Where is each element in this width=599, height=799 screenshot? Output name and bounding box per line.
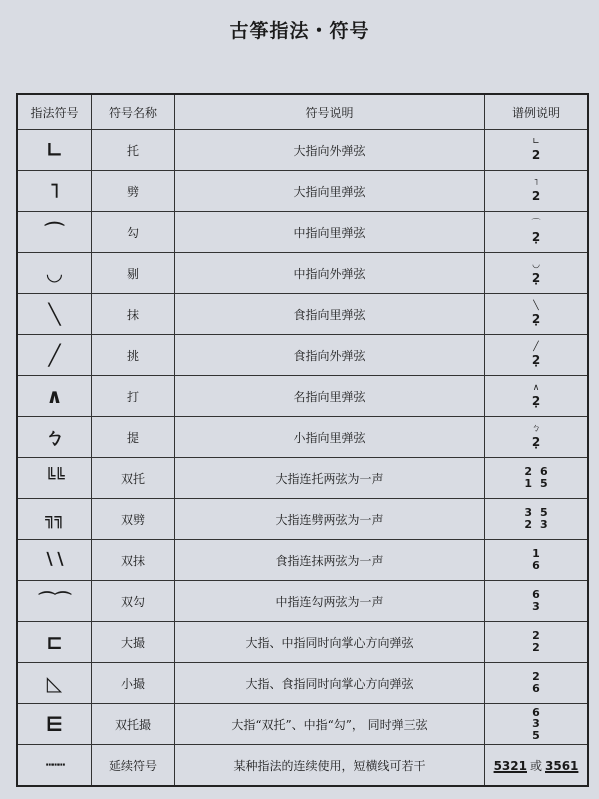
example-note: 2 — [532, 629, 540, 643]
example-note: 3 — [532, 600, 540, 613]
continuation-example-a: 5321 — [493, 758, 527, 773]
table-row — [17, 704, 588, 745]
header-name: 符号名称 — [92, 94, 175, 130]
fingering-symbol: ˥ — [49, 179, 60, 203]
fingering-symbol: ◡ — [46, 261, 63, 285]
table-row — [17, 417, 588, 458]
notation-example — [485, 376, 589, 417]
header-symbol: 指法符号 — [17, 94, 92, 130]
example-note: 3 — [540, 518, 548, 531]
table-row — [17, 130, 588, 171]
symbol-cell — [17, 663, 92, 704]
symbol-cell — [17, 294, 92, 335]
fingering-symbol: ╱ — [48, 343, 61, 367]
symbol-description: 大指、中指同时向掌心方向弹弦 — [175, 622, 485, 663]
symbol-description: 食指向外弹弦 — [175, 335, 485, 376]
example-note-stack — [540, 507, 548, 530]
notation-example — [485, 171, 589, 212]
example-note-stack — [524, 507, 532, 530]
example-mark: ∧ — [532, 383, 540, 394]
continuation-symbol: ┅┅┅ — [45, 758, 64, 773]
example-note: 2 — [531, 188, 541, 203]
table-row — [17, 622, 588, 663]
example-note-stack — [532, 630, 540, 653]
table-header-row — [17, 94, 588, 130]
symbol-description: 中指向里弹弦 — [175, 212, 485, 253]
table-row — [17, 540, 588, 581]
notation-example — [485, 294, 589, 335]
example-mark: ㄅ — [531, 424, 541, 435]
page-title: 古筝指法・符号 — [229, 20, 370, 42]
symbol-description: 大指连托两弦为一声 — [175, 458, 485, 499]
notation-example — [485, 499, 589, 540]
symbol-description: 大指“双托”、中指“勾”， 同时弹三弦 — [175, 704, 485, 745]
symbol-cell — [17, 540, 92, 581]
symbol-cell — [17, 499, 92, 540]
table-row — [17, 253, 588, 294]
fingering-symbol: ╲ — [48, 302, 61, 326]
notation-example — [485, 540, 589, 581]
table-row — [17, 663, 588, 704]
symbol-description: 食指连抹两弦为一声 — [175, 540, 485, 581]
symbol-name: 双托 — [92, 458, 175, 499]
symbol-name: 打 — [92, 376, 175, 417]
symbol-name: 双勾 — [92, 581, 175, 622]
table-row — [17, 499, 588, 540]
table-row-last — [17, 745, 588, 787]
example-mark: ◡ — [532, 260, 540, 271]
fingering-symbol: ∖∖ — [43, 549, 66, 570]
symbol-name: 小撮 — [92, 663, 175, 704]
table-row — [17, 581, 588, 622]
example-note: 6 — [540, 465, 548, 479]
continuation-description: 某种指法的连续使用，短横线可若干 — [175, 745, 485, 787]
notation-example — [485, 253, 589, 294]
notation-example — [485, 663, 589, 704]
symbol-cell — [17, 253, 92, 294]
example-note: 1 — [532, 547, 540, 561]
example-note: 6 — [532, 705, 540, 719]
example-note: 5 — [532, 728, 540, 742]
example-mark: ∟ — [532, 137, 540, 148]
example-note: 2 — [532, 670, 540, 684]
example-mark: ╱ — [533, 342, 539, 353]
example-note: 2 — [532, 641, 540, 654]
example-note-stack — [532, 707, 540, 742]
example-mark: ⌒ — [531, 219, 541, 230]
table-row — [17, 212, 588, 253]
example-note-stack — [540, 466, 548, 489]
symbol-name: 挑 — [92, 335, 175, 376]
symbol-name: 抹 — [92, 294, 175, 335]
example-note: 5 — [540, 477, 548, 490]
table-row — [17, 335, 588, 376]
fingering-symbol: ◺ — [46, 671, 63, 695]
table-row — [17, 294, 588, 335]
symbol-cell — [17, 171, 92, 212]
symbol-cell — [17, 704, 92, 745]
symbol-description: 名指向里弹弦 — [175, 376, 485, 417]
symbol-cell — [17, 417, 92, 458]
fingering-table — [16, 93, 589, 787]
example-mark: ˥ — [533, 178, 539, 189]
example-note: 2 · — [532, 435, 540, 449]
fingering-symbol: ⊏ — [46, 630, 63, 654]
example-note: 2 · — [532, 271, 540, 285]
symbol-name: 双托撮 — [92, 704, 175, 745]
continuation-symbol-cell — [17, 745, 92, 787]
notation-example — [485, 622, 589, 663]
symbol-description: 大指、食指同时向掌心方向弹弦 — [175, 663, 485, 704]
notation-example — [485, 458, 589, 499]
notation-example — [485, 417, 589, 458]
symbol-name: 大撮 — [92, 622, 175, 663]
symbol-name: 托 — [92, 130, 175, 171]
notation-example — [485, 581, 589, 622]
example-note-stack — [532, 671, 540, 694]
symbol-cell — [17, 335, 92, 376]
header-description: 符号说明 — [175, 94, 485, 130]
symbol-description: 小指向里弹弦 — [175, 417, 485, 458]
example-note: 6 — [532, 682, 540, 695]
symbol-description: 中指向外弹弦 — [175, 253, 485, 294]
notation-example — [485, 704, 589, 745]
example-note-stack — [524, 466, 532, 489]
example-note-stack — [532, 589, 540, 612]
example-note: 2 — [524, 518, 532, 531]
symbol-cell — [17, 622, 92, 663]
continuation-name: 延续符号 — [92, 745, 175, 787]
continuation-example — [485, 745, 589, 787]
fingering-symbol: ㄅ — [44, 425, 65, 449]
symbol-description: 中指连勾两弦为一声 — [175, 581, 485, 622]
symbol-description: 大指向外弹弦 — [175, 130, 485, 171]
example-note: 1 — [524, 477, 532, 490]
notation-example — [485, 212, 589, 253]
symbol-cell — [17, 581, 92, 622]
fingering-symbol: ⌒ — [44, 220, 65, 244]
notation-example — [485, 130, 589, 171]
header-example: 谱例说明 — [485, 94, 589, 130]
example-note: 6 — [532, 588, 540, 602]
example-note: 3 — [532, 717, 540, 731]
symbol-cell — [17, 212, 92, 253]
example-note: 2 — [531, 147, 541, 162]
symbol-cell — [17, 130, 92, 171]
symbol-description: 大指向里弹弦 — [175, 171, 485, 212]
continuation-example-b: 3561 — [545, 758, 579, 773]
symbol-cell — [17, 376, 92, 417]
table-row — [17, 376, 588, 417]
example-note: 2 — [524, 465, 532, 479]
example-note: 5 — [540, 506, 548, 520]
fingering-symbol: ∧ — [46, 384, 63, 408]
fingering-symbol: ╗╗ — [45, 508, 64, 529]
example-note: 6 — [532, 559, 540, 572]
table-row — [17, 171, 588, 212]
symbol-cell — [17, 458, 92, 499]
symbol-name: 双劈 — [92, 499, 175, 540]
example-note-stack — [532, 548, 540, 571]
continuation-example-conj: 或 — [529, 758, 542, 773]
symbol-name: 双抹 — [92, 540, 175, 581]
fingering-symbol: ╚╚ — [45, 467, 64, 488]
example-note: 2 · — [532, 394, 540, 408]
fingering-symbol: ⋿ — [45, 712, 64, 736]
example-note: 3 — [524, 506, 532, 520]
notation-example — [485, 335, 589, 376]
symbol-description: 食指向里弹弦 — [175, 294, 485, 335]
symbol-name: 剔 — [92, 253, 175, 294]
symbol-name: 劈 — [92, 171, 175, 212]
example-note: 2 · — [532, 353, 540, 367]
fingering-symbol: ⌒⌒ — [38, 590, 71, 611]
example-note: 2 · — [532, 312, 540, 326]
symbol-description: 大指连劈两弦为一声 — [175, 499, 485, 540]
example-mark: ╲ — [533, 301, 539, 312]
fingering-symbol: ∟ — [46, 138, 63, 162]
table-body — [17, 130, 588, 787]
example-note: 2 · — [532, 230, 540, 244]
table-row — [17, 458, 588, 499]
symbol-name: 勾 — [92, 212, 175, 253]
symbol-name: 提 — [92, 417, 175, 458]
